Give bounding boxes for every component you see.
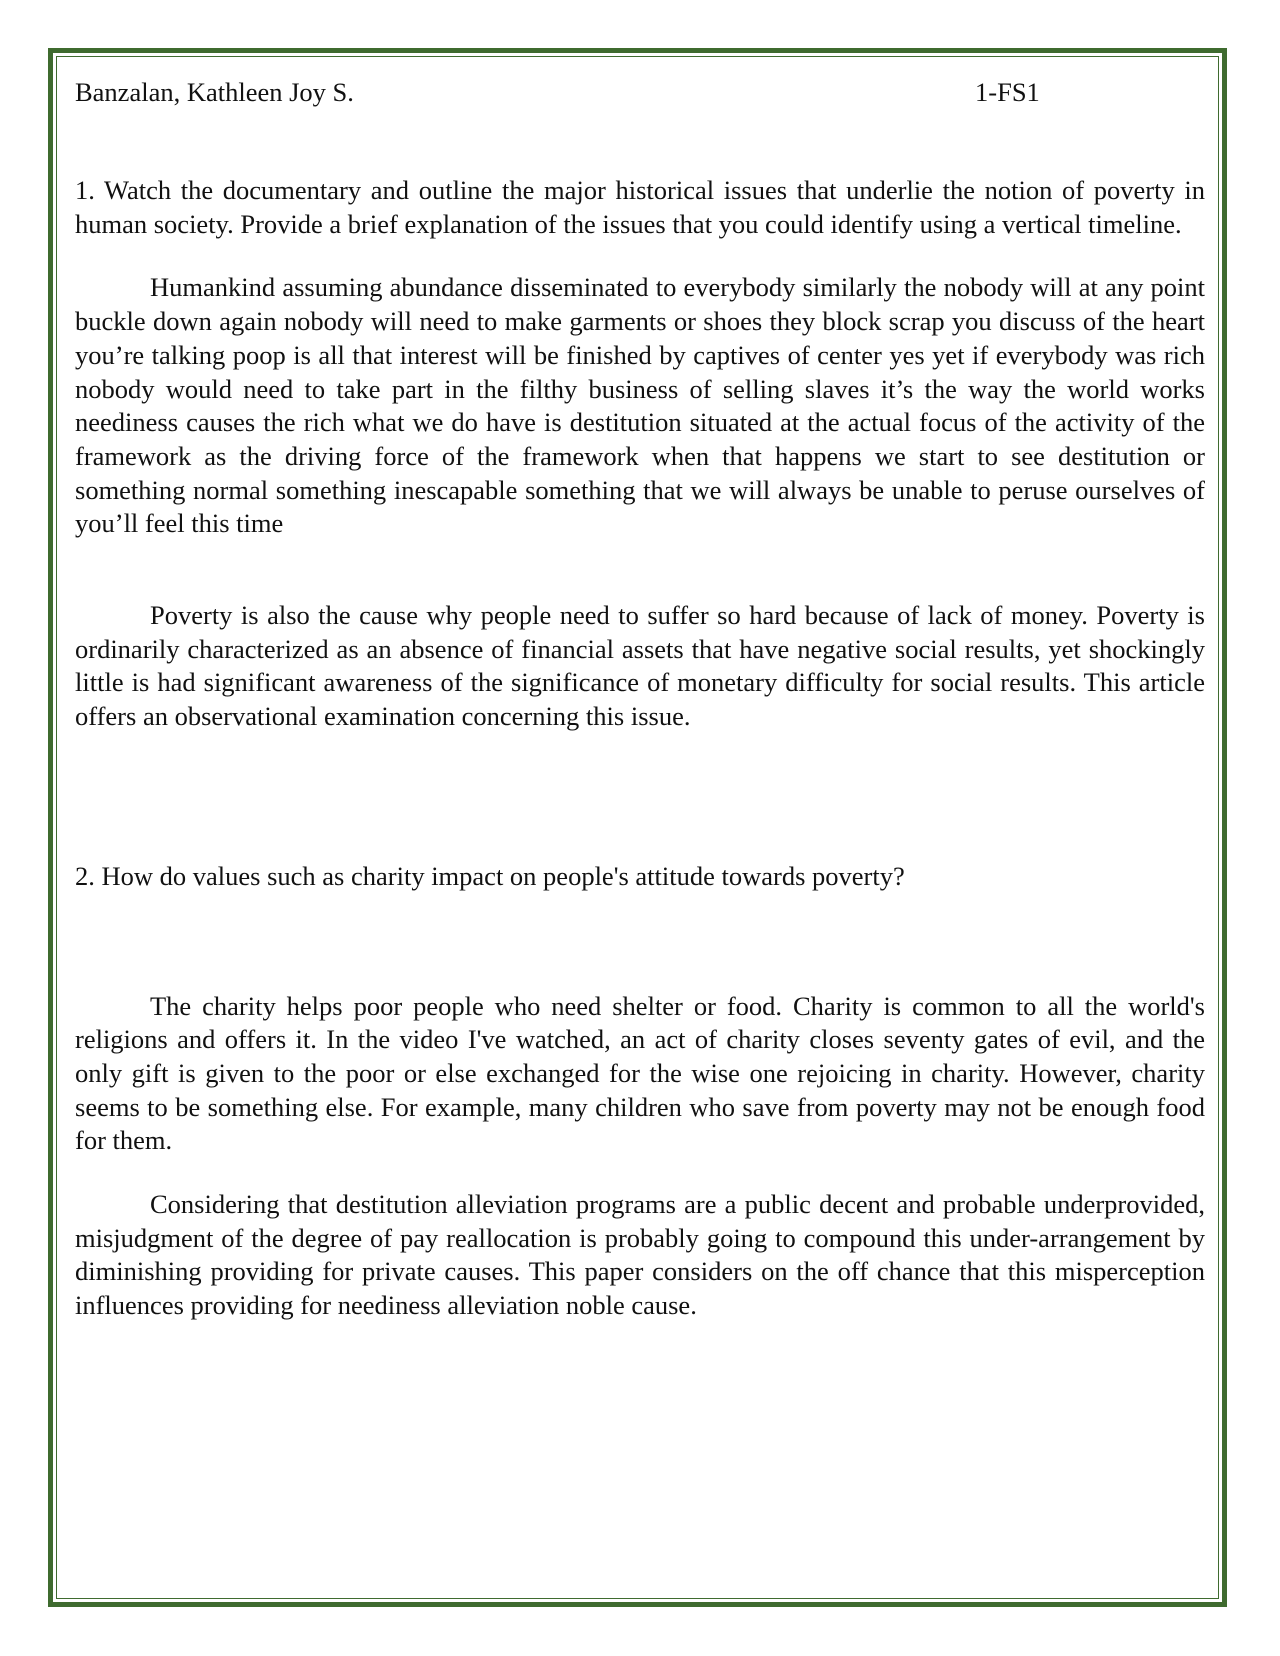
- document-body: [75, 76, 1205, 1323]
- answer-1-paragraph-2: Poverty is also the cause why people need to suffer so hard because of lack of money. Poverty is ordinarily characterized as an absence of financial assets that have negative social results, yet shockingly little is had significant awareness of the significance of monetary difficulty for social results. This article offers an observational examination concerning this issue.: [75, 600, 1205, 732]
- answer-1-paragraph-1: Humankind assuming abundance disseminated to everybody similarly the nobody will at any point buckle down again nobody will need to make garments or shoes they block scrap you discuss of the heart you’re talking poop is all that interest will be finished by captives of center yes yet if everybody was rich nobody would need to take part in the filthy business of selling slaves it’s the way the world works neediness causes the rich what we do have is destitution situated at the actual focus of the activity of the framework as the driving force of the framework when that happens we start to see destitution or something normal something inescapable something that we will always be unable to peruse ourselves of you’ll feel this time: [75, 272, 1205, 539]
- answer-2-paragraph-1: The charity helps poor people who need shelter or food. Charity is common to all the world's religions and offers it. In the video I've watched, an act of charity closes seventy gates of evil, and the only gift is given to the poor or else exchanged for the wise one rejoicing in charity. However, charity seems to be something else. For example, many children who save from poverty may not be enough food for them.: [75, 990, 1205, 1156]
- question-1: 1. Watch the documentary and outline the major historical issues that underlie the notion of poverty in human society. Provide a brief explanation of the issues that you could identify using a vertical timeline.: [75, 175, 1205, 239]
- section-code: 1-FS1: [975, 77, 1040, 107]
- answer-2-paragraph-2: Considering that destitution alleviation programs are a public decent and probable underprovided, misjudgment of the degree of pay reallocation is probably going to compound this under-arrangement by diminishing providing for private causes. This paper considers on the off chance that this misperception influences providing for neediness alleviation noble cause.: [75, 1189, 1205, 1321]
- document-header: [75, 76, 1205, 110]
- student-name: Banzalan, Kathleen Joy S.: [75, 77, 354, 107]
- question-2: 2. How do values such as charity impact on people's attitude towards poverty?: [75, 860, 905, 891]
